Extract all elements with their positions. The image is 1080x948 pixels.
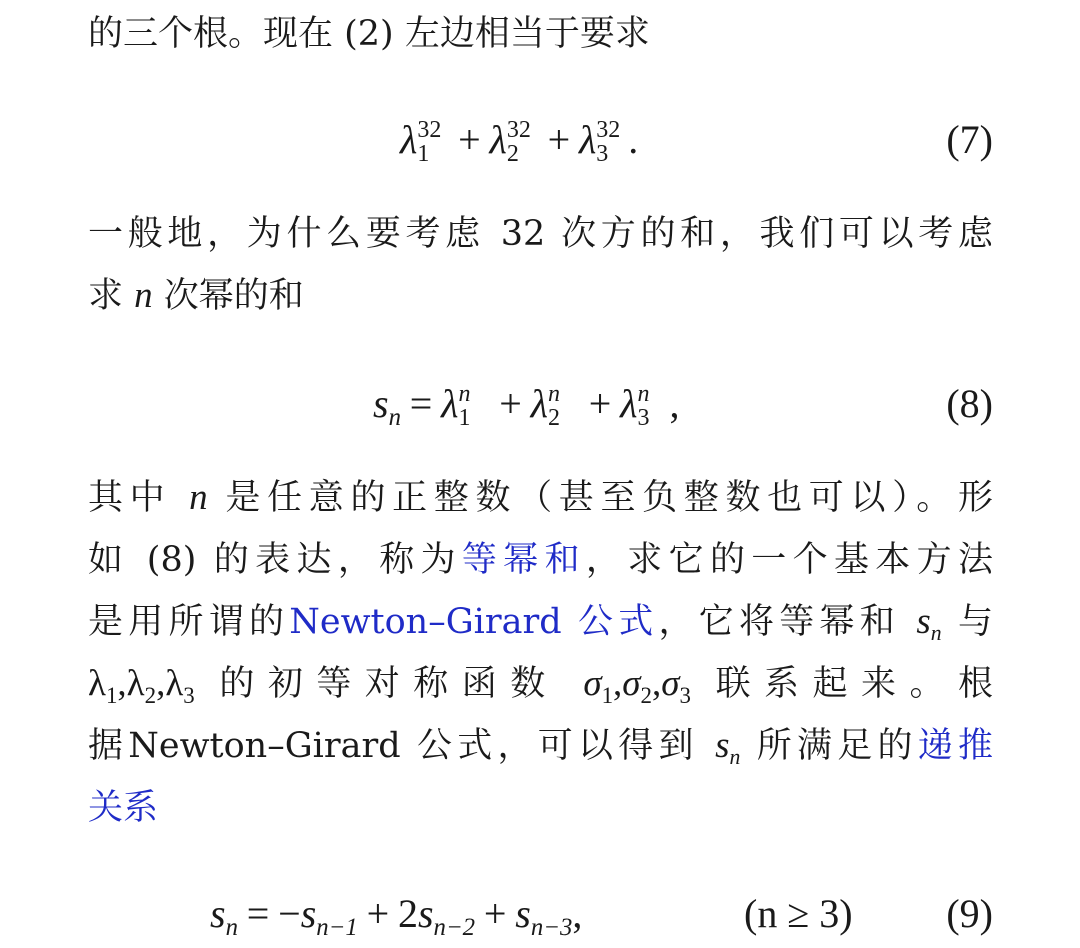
- document-page: [88, 0, 993, 946]
- text-line-1: 的三个根。现在 (2) 左边相当于要求: [88, 14, 650, 54]
- equation-8: [88, 376, 993, 432]
- equation-7-number: (7): [946, 117, 993, 162]
- text-line-8: 据Newton–Girard 公式，可以得到 $s_n$ 所满足的递推: [88, 725, 993, 770]
- equation-8-number: (8): [946, 381, 993, 426]
- link-recurrence[interactable]: 递推: [917, 726, 993, 766]
- equation-8-body: $s_n = \lambda$ n 1 + λ n 2 + λ n 3 ,: [373, 380, 680, 432]
- sigma-list: $\sigma_1,\sigma_2,\sigma_3$: [583, 663, 691, 708]
- text-line-3: 求 n 次幂的和: [88, 275, 304, 316]
- text-line-9: [88, 784, 993, 832]
- link-newton-girard[interactable]: Newton–Girard 公式: [289, 602, 659, 642]
- link-power-sum[interactable]: 等幂和: [461, 540, 586, 580]
- text-line-2: 一般地，为什么要考虑 32 次方的和，我们可以考虑: [88, 214, 993, 254]
- math-n: n: [134, 275, 153, 316]
- equation-9-number: (9): [946, 891, 993, 936]
- text-line-6: 是用所谓的Newton–Girard 公式，它将等幂和 $s_n$ 与: [88, 601, 993, 646]
- link-recurrence-continued[interactable]: 关系: [88, 788, 159, 828]
- equation-7: [88, 112, 993, 168]
- text-line-5: 如 (8) 的表达，称为等幂和，求它的一个基本方法: [88, 540, 993, 580]
- text-line-4: 其中 n 是任意的正整数（甚至负整数也可以）。形: [88, 477, 993, 518]
- equation-9-condition: (n ≥ 3): [744, 891, 853, 936]
- lambda-list: $\lambda_1,\lambda_2,\lambda_3$: [88, 663, 195, 708]
- equation-9: [88, 886, 993, 942]
- equation-7-body: λ 32 1 + λ 32 2 + λ 32 3 .: [400, 116, 639, 167]
- equation-9-body: $s_n = -s_{n-1} + 2s_{n-2} + s_{n-3}$,: [210, 891, 583, 942]
- text-line-7: $\lambda_1,\lambda_2,\lambda_3$ 的初等对称函数 $\sigma_1,\sigma_2,\sigma_3$ 联系起来。根: [88, 663, 993, 708]
